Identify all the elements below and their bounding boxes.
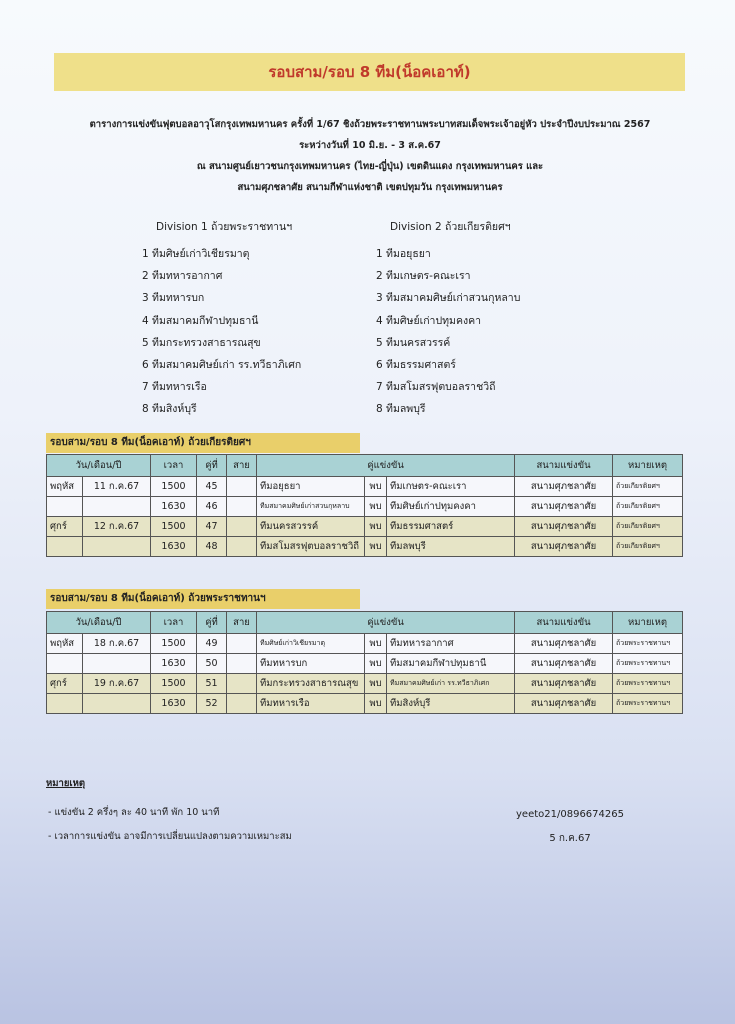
away-team: ทีมสมาคมศิษย์เก่า รร.ทวีธาภิเศก <box>387 674 515 694</box>
contact-id: yeeto21/0896674265 <box>516 809 624 820</box>
header-line: สาย <box>227 455 257 477</box>
division-heading: Division 2 ถ้วยเกียรติยศฯ <box>390 221 511 233</box>
header-venue: สนามแข่งขัน <box>515 612 613 634</box>
away-team: ทีมศิษย์เก่าปทุมคงคา <box>387 497 515 517</box>
team-item: 2 ทีมทหารอากาศ <box>142 270 223 283</box>
team-item: 6 ทีมธรรมศาสตร์ <box>376 358 456 371</box>
team-item: 4 ทีมศิษย์เก่าปทุมคงคา <box>376 314 482 327</box>
intro-block <box>40 114 700 198</box>
match-date: 19 ก.ค.67 <box>83 674 151 694</box>
match-note: ถ้วยพระราชทานฯ <box>613 694 683 714</box>
match-line <box>227 654 257 674</box>
match-time: 1630 <box>151 694 197 714</box>
team-item: 1 ทีมอยุธยา <box>376 248 431 260</box>
match-venue: สนามศุภชลาศัย <box>515 477 613 497</box>
remark-line: - แข่งขัน 2 ครึ่งๆ ละ 40 นาที พัก 10 นาที <box>48 807 220 818</box>
section-title: รอบสาม/รอบ 8 ทีม(น็อคเอาท์) ถ้วยพระราชทานฯ <box>46 589 360 609</box>
match-number: 47 <box>197 517 227 537</box>
match-date: 12 ก.ค.67 <box>83 517 151 537</box>
match-day: พฤหัส <box>47 477 83 497</box>
intro-line: สนามศุภชลาศัย สนามกีฬาแห่งชาติ เขตปทุมวัน กรุงเทพมหานคร <box>237 182 503 193</box>
match-venue: สนามศุภชลาศัย <box>515 537 613 557</box>
away-team: ทีมเกษตร-คณะเรา <box>387 477 515 497</box>
match-line <box>227 517 257 537</box>
team-item: 2 ทีมเกษตร-คณะเรา <box>376 270 471 283</box>
match-note: ถ้วยเกียรติยศฯ <box>613 537 683 557</box>
match-venue: สนามศุภชลาศัย <box>515 694 613 714</box>
team-item: 8 ทีมสิงห์บุรี <box>142 403 197 416</box>
home-team: ทีมสมาคมศิษย์เก่าสวนกุหลาบ <box>257 497 365 517</box>
home-team: ทีมอยุธยา <box>257 477 365 497</box>
team-item: 5 ทีมนครสวรรค์ <box>376 336 451 349</box>
match-line <box>227 674 257 694</box>
match-line <box>227 477 257 497</box>
match-number: 46 <box>197 497 227 517</box>
home-team: ทีมทหารเรือ <box>257 694 365 714</box>
header-date: วัน/เดือน/ปี <box>47 455 151 477</box>
match-note: ถ้วยพระราชทานฯ <box>613 654 683 674</box>
table-row <box>47 517 683 537</box>
away-team: ทีมสมาคมกีฬาปทุมธานี <box>387 654 515 674</box>
table-row <box>47 634 683 654</box>
match-day: พฤหัส <box>47 634 83 654</box>
match-date <box>83 654 151 674</box>
match-date <box>83 497 151 517</box>
banner-title: รอบสาม/รอบ 8 ทีม(น็อคเอาท์) <box>268 63 471 81</box>
away-team: ทีมลพบุรี <box>387 537 515 557</box>
header-line: สาย <box>227 612 257 634</box>
header-date: วัน/เดือน/ปี <box>47 612 151 634</box>
team-item: 6 ทีมสมาคมศิษย์เก่า รร.ทวีธาภิเศก <box>142 358 302 371</box>
match-venue: สนามศุภชลาศัย <box>515 674 613 694</box>
header-match: คู่ที่ <box>197 455 227 477</box>
vs-label: พบ <box>365 497 387 517</box>
vs-label: พบ <box>365 674 387 694</box>
header-time: เวลา <box>151 612 197 634</box>
match-time: 1500 <box>151 517 197 537</box>
match-number: 52 <box>197 694 227 714</box>
team-item: 7 ทีมสโมสรฟุตบอลราชวิถี <box>376 381 496 394</box>
vs-label: พบ <box>365 477 387 497</box>
team-item: 3 ทีมทหารบก <box>142 292 205 305</box>
match-day <box>47 537 83 557</box>
home-team: ทีมสโมสรฟุตบอลราชวิถี <box>257 537 365 557</box>
match-line <box>227 694 257 714</box>
match-venue: สนามศุภชลาศัย <box>515 634 613 654</box>
home-team: ทีมศิษย์เก่าวิเชียรมาตุ <box>257 634 365 654</box>
header-teams: คู่แข่งขัน <box>257 612 515 634</box>
team-item: 7 ทีมทหารเรือ <box>142 381 207 394</box>
match-time: 1630 <box>151 537 197 557</box>
intro-line: ณ สนามศูนย์เยาวชนกรุงเทพมหานคร (ไทย-ญี่ปุ่น) เขตดินแดง กรุงเทพมหานคร และ <box>196 161 544 172</box>
table-row <box>47 537 683 557</box>
match-line <box>227 634 257 654</box>
team-item: 3 ทีมสมาคมศิษย์เก่าสวนกุหลาบ <box>376 292 521 305</box>
page-banner <box>54 53 685 91</box>
table-row <box>47 654 683 674</box>
match-date: 11 ก.ค.67 <box>83 477 151 497</box>
header-note: หมายเหตุ <box>613 455 683 477</box>
schedule-table-1 <box>46 454 683 557</box>
schedule-table-2 <box>46 611 683 714</box>
table-row <box>47 694 683 714</box>
team-item: 8 ทีมลพบุรี <box>376 403 426 416</box>
match-day: ศุกร์ <box>47 517 83 537</box>
header-match: คู่ที่ <box>197 612 227 634</box>
match-time: 1500 <box>151 477 197 497</box>
team-item: 4 ทีมสมาคมกีฬาปทุมธานี <box>142 314 259 327</box>
match-venue: สนามศุภชลาศัย <box>515 497 613 517</box>
match-venue: สนามศุภชลาศัย <box>515 517 613 537</box>
match-day <box>47 497 83 517</box>
remarks-title: หมายเหตุ <box>46 778 86 789</box>
vs-label: พบ <box>365 634 387 654</box>
match-line <box>227 537 257 557</box>
match-line <box>227 497 257 517</box>
table-row <box>47 477 683 497</box>
match-note: ถ้วยเกียรติยศฯ <box>613 497 683 517</box>
team-item: 1 ทีมศิษย์เก่าวิเชียรมาตุ <box>142 248 250 260</box>
match-note: ถ้วยเกียรติยศฯ <box>613 477 683 497</box>
match-time: 1500 <box>151 674 197 694</box>
header-venue: สนามแข่งขัน <box>515 455 613 477</box>
match-time: 1500 <box>151 634 197 654</box>
vs-label: พบ <box>365 517 387 537</box>
team-item: 5 ทีมกระทรวงสาธารณสุข <box>142 336 261 349</box>
match-note: ถ้วยพระราชทานฯ <box>613 634 683 654</box>
vs-label: พบ <box>365 654 387 674</box>
match-number: 49 <box>197 634 227 654</box>
table-row <box>47 497 683 517</box>
match-number: 50 <box>197 654 227 674</box>
issue-date: 5 ก.ค.67 <box>549 833 591 844</box>
away-team: ทีมสิงห์บุรี <box>387 694 515 714</box>
remark-line: - เวลาการแข่งขัน อาจมีการเปลี่ยนแปลงตามความเหมาะสม <box>48 831 292 842</box>
away-team: ทีมธรรมศาสตร์ <box>387 517 515 537</box>
match-note: ถ้วยพระราชทานฯ <box>613 674 683 694</box>
division-1-list <box>142 218 301 421</box>
match-date <box>83 537 151 557</box>
match-venue: สนามศุภชลาศัย <box>515 654 613 674</box>
vs-label: พบ <box>365 694 387 714</box>
match-date: 18 ก.ค.67 <box>83 634 151 654</box>
header-teams: คู่แข่งขัน <box>257 455 515 477</box>
home-team: ทีมกระทรวงสาธารณสุข <box>257 674 365 694</box>
match-number: 45 <box>197 477 227 497</box>
match-time: 1630 <box>151 654 197 674</box>
match-time: 1630 <box>151 497 197 517</box>
home-team: ทีมนครสวรรค์ <box>257 517 365 537</box>
match-day: ศุกร์ <box>47 674 83 694</box>
match-note: ถ้วยเกียรติยศฯ <box>613 517 683 537</box>
table-row <box>47 674 683 694</box>
away-team: ทีมทหารอากาศ <box>387 634 515 654</box>
match-number: 48 <box>197 537 227 557</box>
division-heading: Division 1 ถ้วยพระราชทานฯ <box>156 221 293 233</box>
home-team: ทีมทหารบก <box>257 654 365 674</box>
match-date <box>83 694 151 714</box>
intro-line: ตารางการแข่งขันฟุตบอลอาวุโสกรุงเทพมหานคร ครั้งที่ 1/67 ชิงถ้วยพระราชทานพระบาทสมเด็จพระเจ้าอยู่หัว ประจำปีงบประมาณ 2567 <box>89 119 651 130</box>
intro-line: ระหว่างวันที่ 10 มิ.ย. - 3 ส.ค.67 <box>299 140 441 151</box>
division-2-list <box>376 218 520 421</box>
contact-block <box>480 803 660 851</box>
header-time: เวลา <box>151 455 197 477</box>
section-title: รอบสาม/รอบ 8 ทีม(น็อคเอาท์) ถ้วยเกียรติยศฯ <box>46 433 360 453</box>
vs-label: พบ <box>365 537 387 557</box>
match-number: 51 <box>197 674 227 694</box>
match-day <box>47 694 83 714</box>
remarks-block <box>46 776 292 849</box>
header-note: หมายเหตุ <box>613 612 683 634</box>
match-day <box>47 654 83 674</box>
